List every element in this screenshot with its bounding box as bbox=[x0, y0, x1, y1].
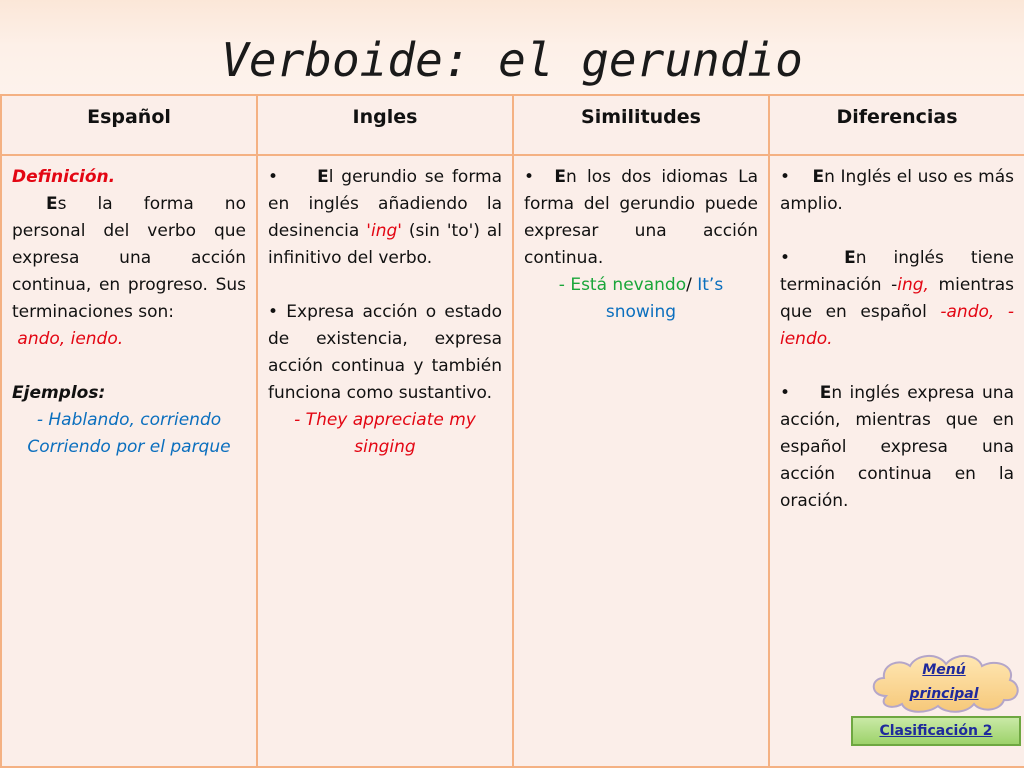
ejemplo-2: Corriendo por el parque bbox=[27, 437, 231, 457]
clasificacion-2-button[interactable]: Clasificación 2 bbox=[851, 716, 1021, 746]
header-diferencias: Diferencias bbox=[769, 95, 1024, 155]
ingles-bullet-2 bbox=[268, 299, 502, 407]
cell-espanol bbox=[1, 155, 257, 767]
diferencias-b2-a: n inglés tiene terminación - bbox=[780, 248, 1014, 295]
menu-line-1: Menú bbox=[922, 662, 966, 678]
page-title: Verboide: el gerundio bbox=[221, 33, 803, 87]
diferencias-bullet-2 bbox=[780, 245, 1014, 353]
ejemplo-sep: / bbox=[686, 275, 692, 295]
first-letter: E bbox=[812, 167, 825, 187]
diferencias-b2-b: mientras que en español bbox=[780, 275, 1014, 322]
terminaciones: ando, iendo. bbox=[12, 329, 124, 349]
bullet-icon: • bbox=[780, 383, 820, 403]
ing-suffix: 'ing' bbox=[366, 221, 402, 241]
first-letter: E bbox=[46, 194, 58, 214]
header-espanol: Español bbox=[1, 95, 257, 155]
bullet-icon: • bbox=[268, 167, 318, 187]
ando-suffix: -ando, -iendo. bbox=[780, 302, 1014, 349]
menu-line-2: principal bbox=[909, 686, 979, 702]
similitudes-text: n los dos idiomas La forma del gerundio puede expresar una acción continua. bbox=[524, 167, 758, 268]
bullet-icon: • bbox=[780, 248, 845, 268]
header-ingles: Ingles bbox=[257, 95, 513, 155]
diferencias-bullet-1 bbox=[780, 164, 1014, 218]
ejemplos-label: Ejemplos: bbox=[12, 383, 106, 403]
ejemplo-es: - Está nevando bbox=[558, 275, 687, 295]
ingles-bullet-1-a: l gerundio se forma en inglés añadiendo la desinencia bbox=[268, 167, 502, 241]
menu-principal-button[interactable] bbox=[866, 658, 1022, 706]
cell-ingles bbox=[257, 155, 513, 767]
first-letter: E bbox=[844, 248, 856, 268]
bullet-icon: • bbox=[268, 302, 287, 322]
ingles-bullet-2-text: Expresa acción o estado de existencia, expresa acción continua y también funciona como sustantivo. bbox=[268, 302, 503, 403]
similitudes-ejemplo bbox=[524, 272, 758, 326]
bullet-icon: • bbox=[524, 167, 555, 187]
ejemplo-en: It’s snowing bbox=[605, 275, 724, 322]
first-letter: E bbox=[317, 167, 329, 187]
similitudes-bullet bbox=[524, 164, 758, 272]
ingles-bullet-1 bbox=[268, 164, 502, 272]
first-letter: E bbox=[554, 167, 567, 187]
ingles-ejemplo: - They appreciate my singing bbox=[294, 410, 476, 457]
header-similitudes: Similitudes bbox=[513, 95, 769, 155]
diferencias-b3-text: n inglés expresa una acción, mientras que en español expresa una acción continua en la oración. bbox=[780, 383, 1014, 511]
bullet-icon: • bbox=[780, 167, 813, 187]
first-letter: E bbox=[819, 383, 832, 403]
definicion-text bbox=[12, 191, 246, 326]
ingles-bullet-1-b: (sin 'to') al infinitivo del verbo. bbox=[268, 221, 502, 268]
diferencias-bullet-3 bbox=[780, 380, 1014, 515]
definicion-label: Definición. bbox=[12, 167, 116, 187]
table-header-row bbox=[1, 95, 1024, 155]
definicion-body: s la forma no personal del verbo que expresa una acción continua, en progreso. Sus terminaciones son: bbox=[12, 194, 246, 322]
ejemplo-1: - Hablando, corriendo bbox=[36, 410, 222, 430]
cell-similitudes bbox=[513, 155, 769, 767]
ing-suffix: ing, bbox=[897, 275, 929, 295]
diferencias-b1-text: n Inglés el uso es más amplio. bbox=[780, 167, 1014, 214]
